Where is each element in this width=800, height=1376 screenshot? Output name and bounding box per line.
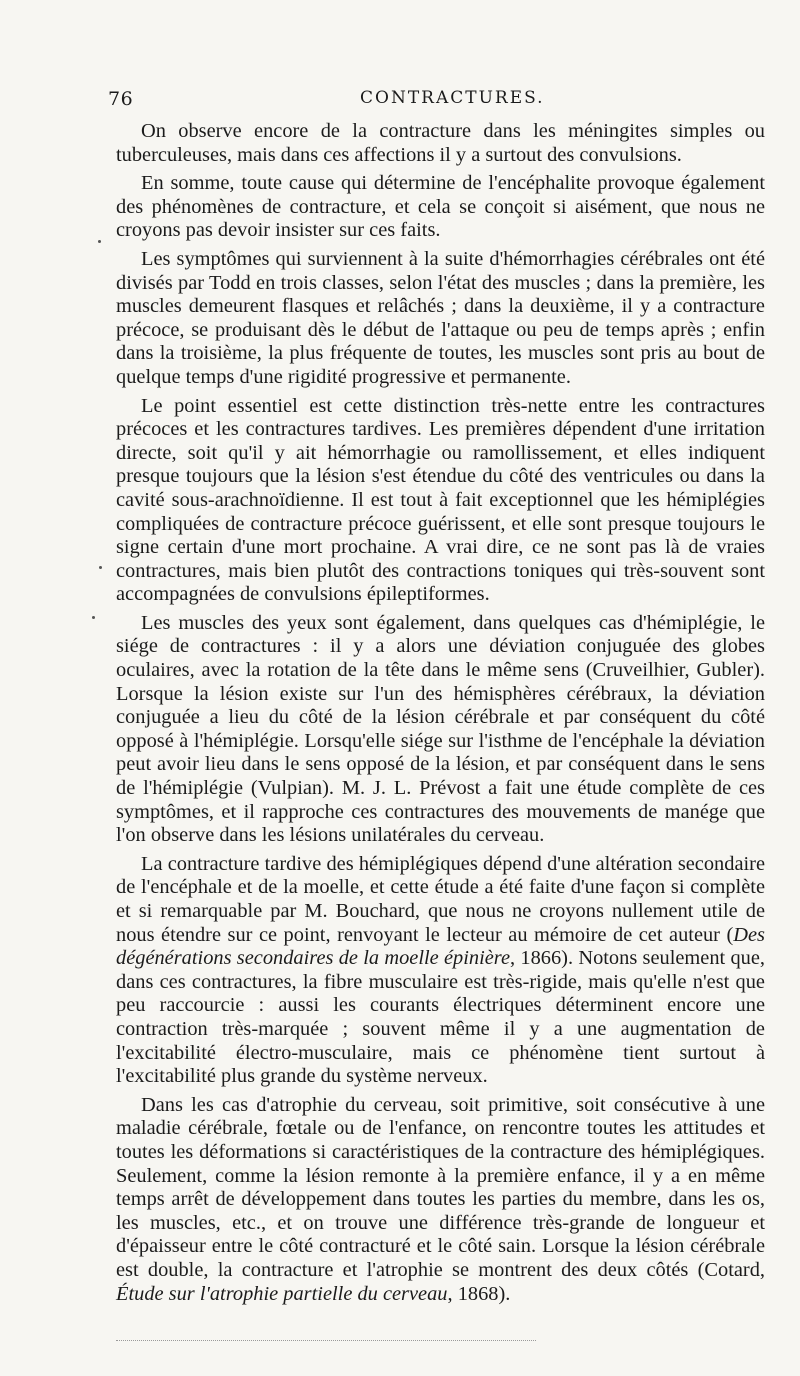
paragraph [116, 172, 765, 243]
body-text [116, 120, 765, 1306]
italic-citation: Des dégénérations secondaires de la moelle épinière [116, 923, 765, 970]
paragraph-text: Les muscles des yeux sont également, dans quelques cas d'hémiplégie, le siége de contractures : il y a alors une déviation conjuguée des globes oculaires, avec la rotation de la tête dans le même sens (Cruveilhier, Gubler). Lorsque la lésion existe sur l'un des hémisphères cérébraux, la déviation conjuguée a lieu du côté de la lésion cérébrale et par conséquent du côté opposé à l'hémiplégie. Lorsqu'elle siége sur l'isthme de l'encéphale la déviation peut avoir lieu dans le sens opposé de la lésion, et par conséquent dans le sens de l'hémiplégie (Vulpian). M. J. L. Prévost a fait une étude complète de ces symptômes, et il rapproche ces contractures des mouvements de manége que l'on observe dans les lésions unilatérales du cerveau. [116, 611, 765, 847]
paragraph-text: , 1868). [447, 1282, 511, 1305]
page-header [108, 88, 748, 114]
paragraph [116, 395, 765, 607]
paragraph-text: La contracture tardive des hémiplégiques dépend d'une altération secondaire de l'encéphale et de la moelle, et cette étude a été faite d'une façon si complète et si remarquable par M. Bouchard, que nous ne croyons nullement utile de nous étendre sur ce point, renvoyant le lecteur au mémoire de cet auteur ( [116, 852, 765, 946]
paragraph [116, 612, 765, 848]
paragraph-text: Le point essentiel est cette distinction très-nette entre les contractures précoces et les contractures tardives. Les premières dépendent d'une irritation directe, soit qu'il y ait hémorrhagie ou ramollissement, et elles indiquent presque toujours que la lésion s'est étendue du côté des ventricules ou dans la cavité sous-arachnoïdienne. Il est tout à fait exceptionnel que les hémiplégies compliquées de contracture précoce guérissent, et elle sont presque toujours le signe certain d'une mort prochaine. A vrai dire, ce ne sont pas là de vraies contractures, mais bien plutôt des contractions toniques qui très-souvent sont accompagnées de convulsions épileptiformes. [116, 394, 765, 606]
paragraph [116, 853, 765, 1089]
paragraph-text: En somme, toute cause qui détermine de l'encéphalite provoque également des phénomènes de contracture, et cela se conçoit si aisément, que nous ne croyons pas devoir insister sur ces faits. [116, 172, 765, 242]
paragraph [116, 120, 765, 167]
print-speck [92, 616, 95, 619]
print-speck [99, 566, 102, 569]
footer-dotted-rule [116, 1340, 536, 1341]
paragraph [116, 248, 765, 390]
paragraph-text: On observe encore de la contracture dans les méningites simples ou tuberculeuses, mais dans ces affections il y a surtout des convulsions. [116, 120, 765, 166]
paragraph [116, 1094, 765, 1306]
italic-citation: Étude sur l'atrophie partielle du cerveau [116, 1282, 448, 1305]
paragraph-text: Les symptômes qui surviennent à la suite d'hémorrhagies cérébrales ont été divisés par Todd en trois classes, selon l'état des muscles ; dans la première, les muscles demeurent flasques et relâchés ; dans la deuxième, il y a contracture précoce, se produisant dès le début de l'attaque ou peu de temps après ; enfin dans la troisième, la plus fréquente de toutes, les muscles sont pris au bout de quelque temps d'une rigidité progressive et permanente. [116, 247, 765, 388]
page-number: 76 [108, 88, 134, 110]
print-speck [98, 240, 101, 243]
running-title: CONTRACTURES. [360, 88, 545, 108]
paragraph-text: Dans les cas d'atrophie du cerveau, soit primitive, soit consécutive à une maladie cérébrale, fœtale ou de l'enfance, on rencontre toutes les attitudes et toutes les déformations si caractéristiques de la contracture des hémiplégiques. Seulement, comme la lésion remonte à la première enfance, il y a en même temps arrêt de développement dans toutes les parties du membre, dans les os, les muscles, etc., et on trouve une différence très-grande de longueur et d'épaisseur entre le côté contracturé et le côté sain. Lorsque la lésion cérébrale est double, la contracture et l'atrophie se montrent des deux côtés (Cotard, [116, 1093, 765, 1281]
paragraph-text: , 1866). Notons seulement que, dans ces contractures, la fibre musculaire est très-rigide, mais qu'elle n'est que peu raccourcie : aussi les courants électriques déterminent encore une contraction très-marquée ; souvent même il y a une augmentation de l'excitabilité électro-musculaire, mais ce phénomène tient surtout à l'excitabilité plus grande du système nerveux. [116, 947, 765, 1088]
